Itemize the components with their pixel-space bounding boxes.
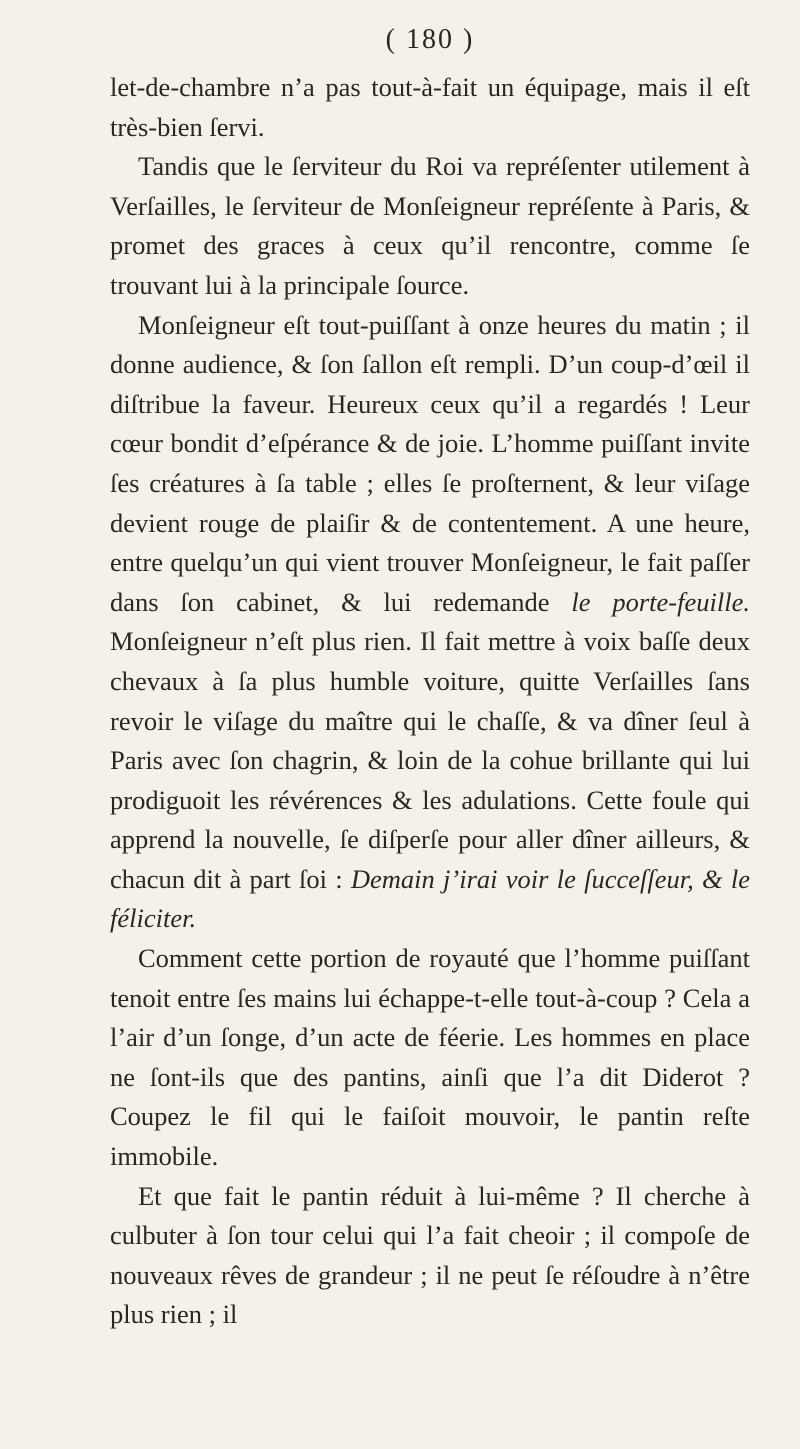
paragraph (110, 939, 750, 1177)
paragraph-text: Monſeigneur n’eſt plus rien. Il fait mettre à voix baſſe deux chevaux à ſa plus humble voiture, quitte Verſailles ſans revoir le viſage du maître qui le chaſſe, & va dîner ſeul à Paris avec ſon chagrin, & loin de la cohue brillante qui lui prodiguoit les révérences & les adulations. Cette foule qui apprend la nouvelle, ſe diſperſe pour aller dîner ailleurs, & chacun dit à part ſoi : (110, 626, 750, 894)
paragraph-text: Et que fait le pantin réduit à lui-même ? Il cherche à culbuter à ſon tour celui qui l’a fait cheoir ; il compoſe de nouveaux rêves de grandeur ; il ne peut ſe réſoudre à n’être plus rien ; il (110, 1180, 750, 1330)
paragraph-text: Monſeigneur eſt tout-puiſſant à onze heures du matin ; il donne audience, & ſon ſallon eſt rempli. D’un coup-d’œil il diſtribue la faveur. Heureux ceux qu’il a regardés ! Leur cœur bondit d’eſpérance & de joie. L’homme puiſſant invite ſes créatures à ſa table ; elles ſe proſternent, & leur viſage devient rouge de plaiſir & de contentement. A une heure, entre quelqu’un qui vient trouver Monſeigneur, le fait paſſer dans ſon cabinet, & lui redemande (110, 309, 750, 617)
paragraph (110, 1177, 750, 1335)
page-number: ( 180 ) (385, 24, 475, 55)
italic-text: Demain j’irai voir le ſucceſſeur, & le féliciter. (110, 863, 750, 934)
paragraph (110, 306, 750, 940)
italic-text: le porte-feuille. (571, 586, 750, 617)
paragraph-text: Comment cette portion de royauté que l’homme puiſſant tenoit entre ſes mains lui échappe-t-elle tout-à-coup ? Cela a l’air d’un ſonge, d’un acte de féerie. Les hommes en place ne ſont-ils que des pantins, ainſi que l’a dit Diderot ? Coupez le fil qui le faiſoit mouvoir, le pantin reſte immobile. (110, 943, 750, 1172)
paragraph (110, 68, 750, 147)
paragraph (110, 147, 750, 305)
paragraph-text: Tandis que le ſerviteur du Roi va repréſenter utilement à Verſailles, le ſerviteur de Monſeigneur repréſente à Paris, & promet des graces à ceux qu’il rencontre, comme ſe trouvant lui à la principale ſource. (110, 151, 750, 300)
paragraph-text: let-de-chambre n’a pas tout-à-fait un équipage, mais il eſt très-bien ſervi. (110, 72, 750, 142)
body-text (110, 68, 750, 1335)
